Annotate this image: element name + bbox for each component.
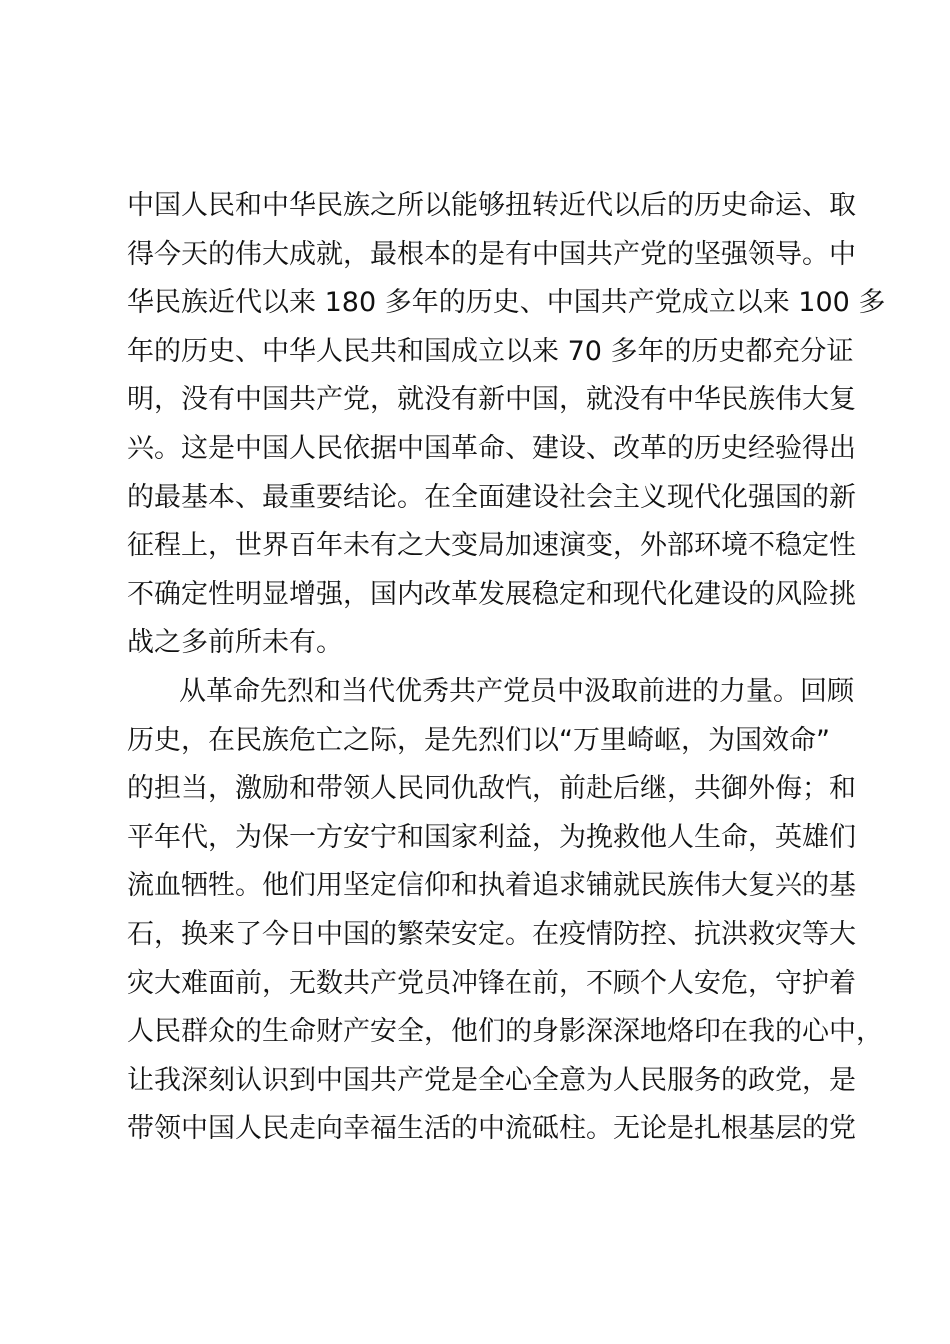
text-line: 不确定性明显增强，国内改革发展稳定和现代化建设的风险挑 [127,578,856,610]
text-line: 的最基本、最重要结论。在全面建设社会主义现代化强国的新 [127,481,856,513]
text-line: 年的历史、中华人民共和国成立以来 70 多年的历史都充分证 [127,335,854,367]
text-line-indented: 从革命先烈和当代优秀共产党员中汲取前进的力量。回顾 [179,675,854,707]
text-line: 征程上，世界百年未有之大变局加速演变，外部环境不稳定性 [127,530,856,562]
paragraph-1 [127,182,886,668]
text-line: 战之多前所未有。 [127,627,343,659]
text-line: 流血牺牲。他们用坚定信仰和执着追求铺就民族伟大复兴的基 [127,870,856,902]
body-text [127,182,886,1154]
text-line: 让我深刻认识到中国共产党是全心全意为人民服务的政党，是 [127,1064,856,1096]
text-line: 的担当，激励和带领人民同仇敌忾，前赴后继，共御外侮；和 [127,773,856,805]
text-line: 明，没有中国共产党，就没有新中国，就没有中华民族伟大复 [127,384,856,416]
text-line: 带领中国人民走向幸福生活的中流砥柱。无论是扎根基层的党 [127,1113,856,1145]
paragraph-2 [127,668,883,1154]
text-line: 中国人民和中华民族之所以能够扭转近代以后的历史命运、取 [127,190,856,221]
text-line: 人民群众的生命财产安全，他们的身影深深地烙印在我的心中， [127,1016,883,1048]
text-line: 平年代，为保一方安宁和国家利益，为挽救他人生命，英雄们 [127,821,856,853]
text-line: 得今天的伟大成就，最根本的是有中国共产党的坚强领导。中 [127,238,856,270]
text-line: 灾大难面前，无数共产党员冲锋在前，不顾个人安危，守护着 [127,967,856,999]
text-line: 华民族近代以来 180 多年的历史、中国共产党成立以来 100 多 [127,287,886,319]
text-line: 兴。这是中国人民依据中国革命、建设、改革的历史经验得出 [127,432,856,464]
text-line: 石，换来了今日中国的繁荣安定。在疫情防控、抗洪救灾等大 [127,918,856,950]
text-line: 历史，在民族危亡之际，是先烈们以“万里崎岖，为国效命” [127,724,830,756]
